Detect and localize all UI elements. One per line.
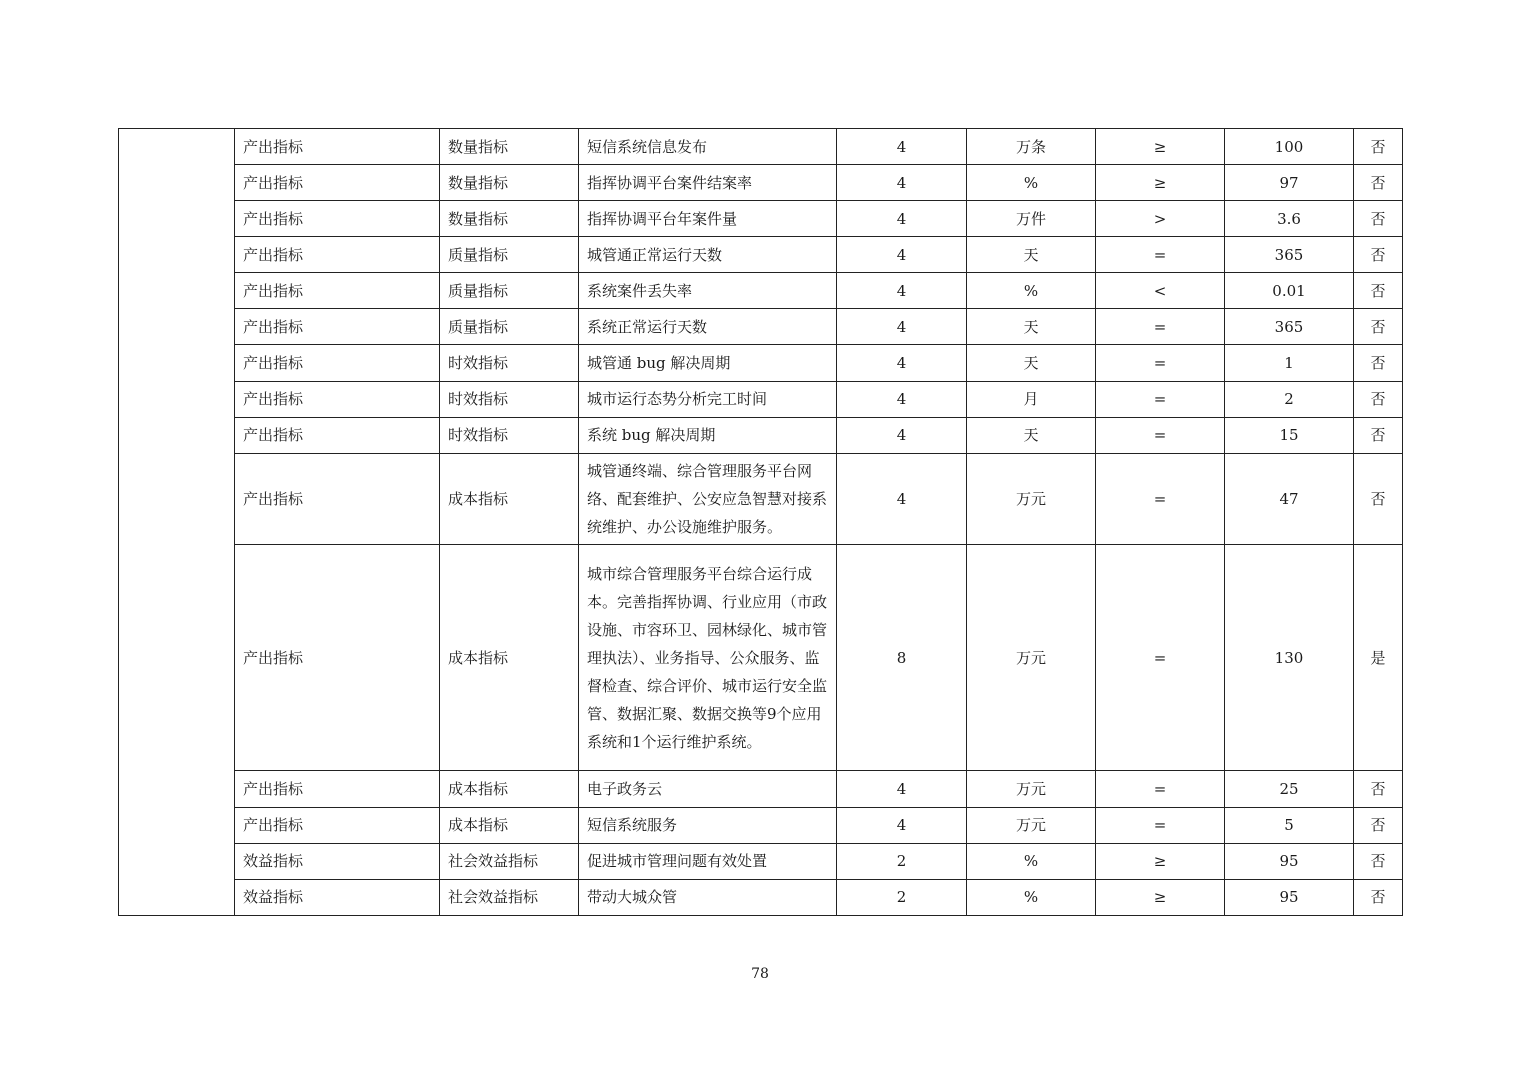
operator-cell: ≥ — [1096, 129, 1225, 165]
level3-indicator-cell: 促进城市管理问题有效处置 — [579, 843, 837, 879]
unit-cell: 月 — [967, 381, 1096, 417]
unit-cell: 万元 — [967, 544, 1096, 771]
operator-cell: ≥ — [1096, 879, 1225, 915]
table-body — [119, 129, 1403, 916]
weight-cell: 4 — [837, 201, 967, 237]
table-row — [119, 345, 1403, 381]
operator-cell: = — [1096, 381, 1225, 417]
target-value-cell: 1 — [1225, 345, 1354, 381]
level1-indicator-cell: 产出指标 — [235, 165, 440, 201]
operator-cell: = — [1096, 309, 1225, 345]
level3-indicator-cell: 短信系统服务 — [579, 807, 837, 843]
level3-indicator-cell: 城市综合管理服务平台综合运行成本。完善指挥协调、行业应用（市政设施、市容环卫、园林绿化、城市管理执法）、业务指导、公众服务、监督检查、综合评价、城市运行安全监管、数据汇聚、数据交换等9个应用系统和1个运行维护系统。 — [579, 544, 837, 771]
weight-cell: 4 — [837, 771, 967, 807]
level2-indicator-cell: 社会效益指标 — [440, 843, 579, 879]
target-value-cell: 130 — [1225, 544, 1354, 771]
unit-cell: 万元 — [967, 807, 1096, 843]
table-row — [119, 843, 1403, 879]
page-number: 78 — [751, 966, 769, 982]
core-indicator-cell: 否 — [1354, 345, 1403, 381]
weight-cell: 2 — [837, 843, 967, 879]
core-indicator-cell: 否 — [1354, 237, 1403, 273]
table-row — [119, 381, 1403, 417]
level2-indicator-cell: 成本指标 — [440, 771, 579, 807]
level1-indicator-cell: 产出指标 — [235, 381, 440, 417]
target-value-cell: 95 — [1225, 879, 1354, 915]
target-value-cell: 365 — [1225, 309, 1354, 345]
weight-cell: 4 — [837, 129, 967, 165]
operator-cell: = — [1096, 453, 1225, 544]
unit-cell: % — [967, 165, 1096, 201]
target-value-cell: 95 — [1225, 843, 1354, 879]
target-value-cell: 97 — [1225, 165, 1354, 201]
level2-indicator-cell: 时效指标 — [440, 381, 579, 417]
table-row — [119, 201, 1403, 237]
table-row — [119, 309, 1403, 345]
table-row — [119, 879, 1403, 915]
weight-cell: 4 — [837, 309, 967, 345]
core-indicator-cell: 否 — [1354, 417, 1403, 453]
target-value-cell: 15 — [1225, 417, 1354, 453]
level1-indicator-cell: 效益指标 — [235, 843, 440, 879]
performance-indicator-table-page — [118, 128, 1402, 916]
core-indicator-cell: 否 — [1354, 201, 1403, 237]
level3-indicator-cell: 电子政务云 — [579, 771, 837, 807]
performance-indicator-table — [118, 128, 1403, 916]
weight-cell: 4 — [837, 453, 967, 544]
target-value-cell: 100 — [1225, 129, 1354, 165]
level3-indicator-cell: 系统 bug 解决周期 — [579, 417, 837, 453]
level2-indicator-cell: 数量指标 — [440, 165, 579, 201]
unit-cell: 天 — [967, 345, 1096, 381]
core-indicator-cell: 否 — [1354, 381, 1403, 417]
level2-indicator-cell: 质量指标 — [440, 237, 579, 273]
core-indicator-cell: 否 — [1354, 453, 1403, 544]
target-value-cell: 365 — [1225, 237, 1354, 273]
level3-indicator-cell: 城市运行态势分析完工时间 — [579, 381, 837, 417]
level1-indicator-cell: 产出指标 — [235, 129, 440, 165]
level3-indicator-cell: 城管通 bug 解决周期 — [579, 345, 837, 381]
level1-indicator-cell: 产出指标 — [235, 273, 440, 309]
operator-cell: = — [1096, 771, 1225, 807]
level2-indicator-cell: 时效指标 — [440, 417, 579, 453]
core-indicator-cell: 否 — [1354, 309, 1403, 345]
level1-indicator-cell: 产出指标 — [235, 345, 440, 381]
operator-cell: = — [1096, 544, 1225, 771]
table-row — [119, 417, 1403, 453]
core-indicator-cell: 否 — [1354, 771, 1403, 807]
level3-indicator-cell: 带动大城众管 — [579, 879, 837, 915]
operator-cell: = — [1096, 417, 1225, 453]
table-row — [119, 453, 1403, 544]
operator-cell: = — [1096, 807, 1225, 843]
unit-cell: % — [967, 843, 1096, 879]
weight-cell: 2 — [837, 879, 967, 915]
operator-cell: = — [1096, 345, 1225, 381]
weight-cell: 4 — [837, 417, 967, 453]
unit-cell: 万条 — [967, 129, 1096, 165]
level1-indicator-cell: 产出指标 — [235, 453, 440, 544]
level2-indicator-cell: 时效指标 — [440, 345, 579, 381]
unit-cell: % — [967, 273, 1096, 309]
target-value-cell: 0.01 — [1225, 273, 1354, 309]
target-value-cell: 5 — [1225, 807, 1354, 843]
level1-indicator-cell: 产出指标 — [235, 807, 440, 843]
level2-indicator-cell: 社会效益指标 — [440, 879, 579, 915]
unit-cell: 万元 — [967, 771, 1096, 807]
weight-cell: 4 — [837, 807, 967, 843]
weight-cell: 4 — [837, 237, 967, 273]
operator-cell: > — [1096, 201, 1225, 237]
operator-cell: ≥ — [1096, 843, 1225, 879]
table-row — [119, 237, 1403, 273]
level1-indicator-cell: 产出指标 — [235, 309, 440, 345]
level1-indicator-cell: 效益指标 — [235, 879, 440, 915]
unit-cell: 万元 — [967, 453, 1096, 544]
target-value-cell: 25 — [1225, 771, 1354, 807]
table-row — [119, 129, 1403, 165]
level3-indicator-cell: 系统正常运行天数 — [579, 309, 837, 345]
operator-cell: = — [1096, 237, 1225, 273]
unit-cell: 万件 — [967, 201, 1096, 237]
core-indicator-cell: 否 — [1354, 165, 1403, 201]
core-indicator-cell: 否 — [1354, 879, 1403, 915]
core-indicator-cell: 否 — [1354, 129, 1403, 165]
weight-cell: 4 — [837, 345, 967, 381]
level3-indicator-cell: 城管通正常运行天数 — [579, 237, 837, 273]
level3-indicator-cell: 指挥协调平台案件结案率 — [579, 165, 837, 201]
core-indicator-cell: 否 — [1354, 273, 1403, 309]
weight-cell: 4 — [837, 165, 967, 201]
core-indicator-cell: 是 — [1354, 544, 1403, 771]
weight-cell: 8 — [837, 544, 967, 771]
table-row — [119, 807, 1403, 843]
level2-indicator-cell: 数量指标 — [440, 201, 579, 237]
weight-cell: 4 — [837, 381, 967, 417]
level1-indicator-cell: 产出指标 — [235, 237, 440, 273]
level2-indicator-cell: 质量指标 — [440, 273, 579, 309]
level1-indicator-cell: 产出指标 — [235, 771, 440, 807]
level2-indicator-cell: 质量指标 — [440, 309, 579, 345]
level2-indicator-cell: 成本指标 — [440, 453, 579, 544]
operator-cell: < — [1096, 273, 1225, 309]
level3-indicator-cell: 指挥协调平台年案件量 — [579, 201, 837, 237]
table-row — [119, 771, 1403, 807]
level2-indicator-cell: 数量指标 — [440, 129, 579, 165]
level3-indicator-cell: 系统案件丢失率 — [579, 273, 837, 309]
unit-cell: 天 — [967, 309, 1096, 345]
target-value-cell: 2 — [1225, 381, 1354, 417]
core-indicator-cell: 否 — [1354, 843, 1403, 879]
operator-cell: ≥ — [1096, 165, 1225, 201]
core-indicator-cell: 否 — [1354, 807, 1403, 843]
unit-cell: 天 — [967, 237, 1096, 273]
target-value-cell: 47 — [1225, 453, 1354, 544]
level1-indicator-cell: 产出指标 — [235, 201, 440, 237]
table-row — [119, 165, 1403, 201]
table-row — [119, 273, 1403, 309]
table-row — [119, 544, 1403, 771]
level3-indicator-cell: 短信系统信息发布 — [579, 129, 837, 165]
level3-indicator-cell: 城管通终端、综合管理服务平台网络、配套维护、公安应急智慧对接系统维护、办公设施维护服务。 — [579, 453, 837, 544]
level1-indicator-cell: 产出指标 — [235, 544, 440, 771]
merged-category-cell — [119, 129, 235, 916]
level2-indicator-cell: 成本指标 — [440, 544, 579, 771]
target-value-cell: 3.6 — [1225, 201, 1354, 237]
level1-indicator-cell: 产出指标 — [235, 417, 440, 453]
unit-cell: % — [967, 879, 1096, 915]
unit-cell: 天 — [967, 417, 1096, 453]
weight-cell: 4 — [837, 273, 967, 309]
level2-indicator-cell: 成本指标 — [440, 807, 579, 843]
